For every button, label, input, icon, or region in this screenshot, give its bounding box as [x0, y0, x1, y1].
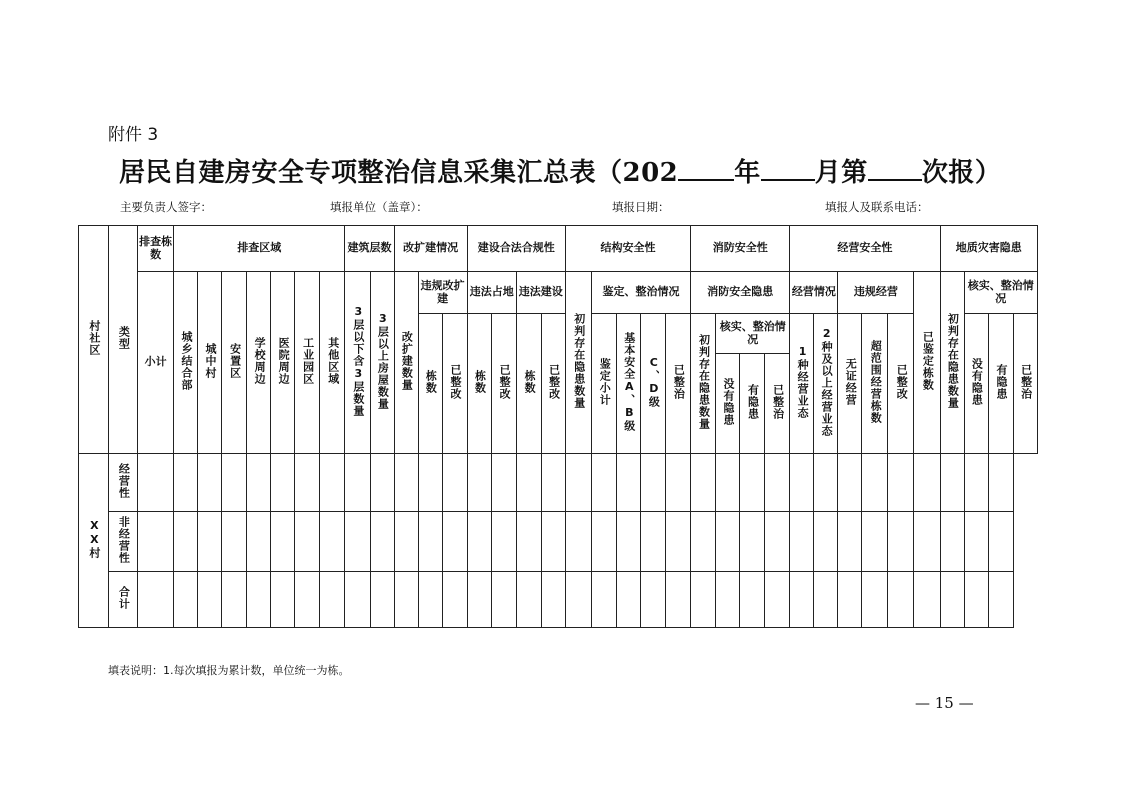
- geo-no-hazard: 没有隐患: [964, 314, 988, 454]
- expansion-rectified: 已整改: [442, 314, 467, 454]
- header-geo: 地质灾害隐患: [940, 226, 1037, 272]
- grade-ab: 基本安全A、B级: [616, 314, 640, 454]
- build-rectified: 已整改: [541, 314, 565, 454]
- multi-biz: 2种及以上经营业态: [814, 314, 838, 454]
- row-village: XX村: [79, 454, 109, 628]
- row-type-nonbusiness: 非经营性: [109, 512, 138, 572]
- struct-initial-hazard: 初判存在隐患数量: [565, 272, 591, 454]
- appraised-count: 已鉴定栋数: [914, 272, 940, 454]
- land-rectified: 已整改: [491, 314, 516, 454]
- fire-initial-hazard: 初判存在隐患数量: [691, 314, 716, 454]
- build-units: 栋数: [516, 314, 541, 454]
- over-scope: 超范围经营栋数: [862, 314, 888, 454]
- header-fire: 消防安全性: [691, 226, 790, 272]
- expansion-count: 改扩建数量: [394, 272, 418, 454]
- page-title: [119, 152, 1001, 189]
- unit-label: 填报单位（盖章）：: [330, 200, 428, 214]
- title-tail: 次报）: [921, 158, 1002, 188]
- header-subtotal: 小计: [138, 272, 174, 454]
- appraisal-subtotal: 鉴定小计: [591, 314, 616, 454]
- geo-verify: 核实、整治情况: [964, 272, 1037, 314]
- title-year: 年: [734, 158, 761, 188]
- date-label: 填报日期：: [612, 200, 670, 214]
- land-units: 栋数: [467, 314, 491, 454]
- struct-fixed: 已整治: [666, 314, 691, 454]
- contact-label: 填报人及联系电话：: [825, 200, 929, 214]
- row-type-total: 合计: [109, 572, 138, 628]
- month-blank: [761, 157, 815, 181]
- geo-has-hazard: 有隐患: [988, 314, 1013, 454]
- fill-instructions: 填表说明：1.每次填报为累计数，单位统一为栋。: [108, 664, 350, 677]
- page-number: — 15 —: [915, 694, 974, 712]
- illegal-biz: 违规经营: [838, 272, 914, 314]
- floors-low: 3层以下含3层数量: [345, 272, 370, 454]
- no-license: 无证经营: [838, 314, 862, 454]
- area-2: 安置区: [222, 272, 247, 454]
- table-row: [79, 572, 1038, 628]
- expansion-units: 栋数: [418, 314, 442, 454]
- survey-table: [78, 225, 1038, 628]
- table-row: [79, 512, 1038, 572]
- biz-status: 经营情况: [790, 272, 838, 314]
- fire-has-hazard: 有隐患: [740, 354, 765, 454]
- geo-fixed: 已整治: [1013, 314, 1037, 454]
- signer-label: 主要负责人签字：: [120, 200, 212, 214]
- row-type-business: 经营性: [109, 454, 138, 512]
- annex-label: 附件 3: [108, 125, 159, 145]
- floors-high: 3层以上房屋数量: [370, 272, 394, 454]
- area-4: 医院周边: [271, 272, 295, 454]
- appraisal-status: 鉴定、整治情况: [591, 272, 690, 314]
- fire-no-hazard: 没有隐患: [716, 354, 740, 454]
- issue-blank: [868, 157, 922, 181]
- header-structure: 结构安全性: [565, 226, 690, 272]
- header-type: 类型: [109, 226, 138, 454]
- header-expansion: 改扩建情况: [394, 226, 467, 272]
- illegal-land: 违法占地: [467, 272, 516, 314]
- illegal-build: 违法建设: [516, 272, 565, 314]
- header-legality: 建设合法合规性: [467, 226, 565, 272]
- header-village: 村社区: [79, 226, 109, 454]
- grade-cd: C、D级: [640, 314, 665, 454]
- biz-rectified: 已整改: [888, 314, 914, 454]
- geo-initial-hazard: 初判存在隐患数量: [940, 272, 964, 454]
- area-1: 城中村: [198, 272, 222, 454]
- title-month: 月第: [814, 158, 868, 188]
- header-check-count: 排查栋数: [138, 226, 174, 272]
- title-main: 居民自建房安全专项整治信息采集汇总表（202: [119, 158, 679, 188]
- fire-hazard: 消防安全隐患: [691, 272, 790, 314]
- one-biz: 1种经营业态: [790, 314, 814, 454]
- area-0: 城乡结合部: [174, 272, 198, 454]
- header-business: 经营安全性: [790, 226, 940, 272]
- illegal-expansion: 违规改扩建: [418, 272, 467, 314]
- area-5: 工业园区: [295, 272, 320, 454]
- header-floors: 建筑层数: [345, 226, 394, 272]
- fire-fixed: 已整治: [765, 354, 790, 454]
- fire-verify: 核实、整治情况: [716, 314, 790, 354]
- area-3: 学校周边: [247, 272, 271, 454]
- year-blank: [678, 157, 734, 181]
- header-check-area: 排查区域: [174, 226, 345, 272]
- area-6: 其他区域: [320, 272, 345, 454]
- table-row: [79, 454, 1038, 512]
